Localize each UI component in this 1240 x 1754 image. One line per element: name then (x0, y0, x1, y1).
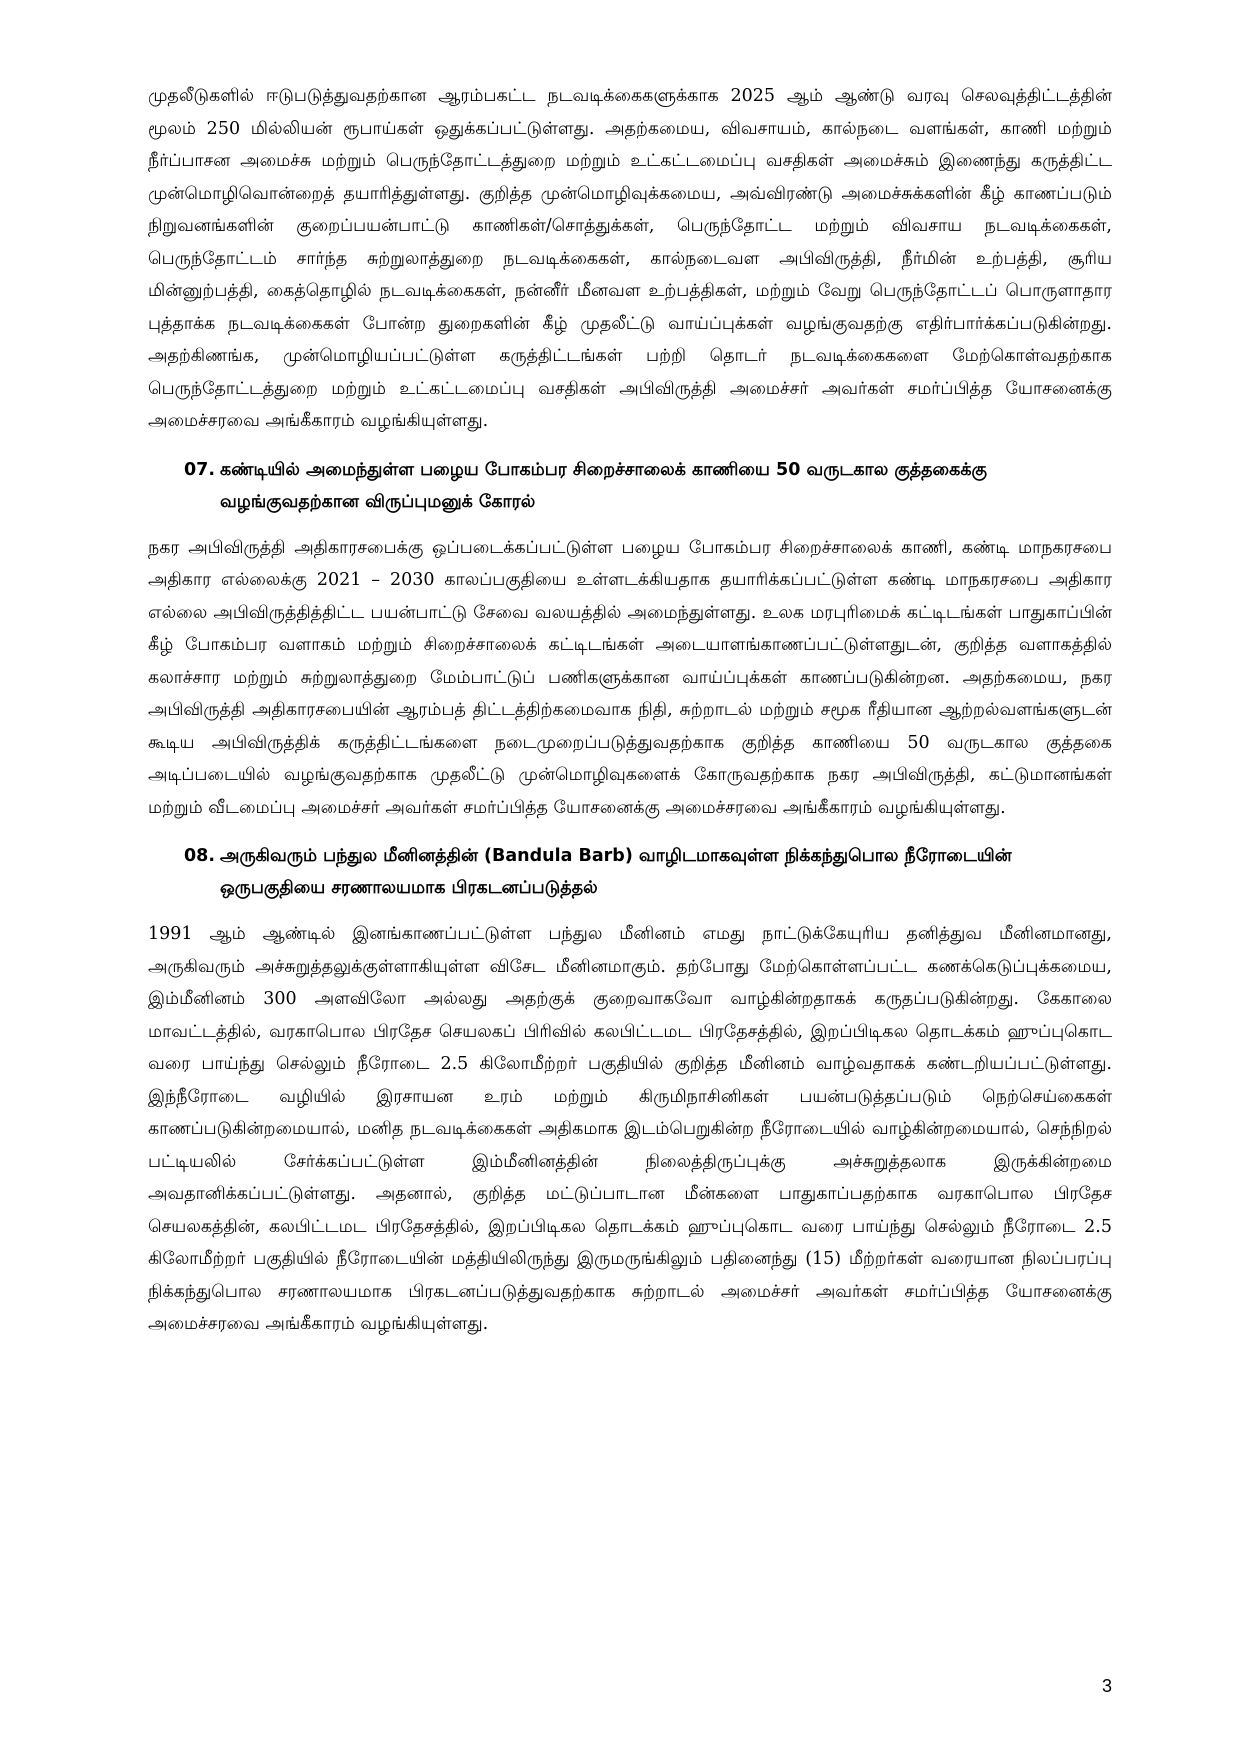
page-number: 3 (1101, 1676, 1112, 1696)
section-07-title: கண்டியில் அமைந்துள்ள பழைய போகம்பர சிறைச்சாலைக் காணியை 50 வருடகால குத்தகைக்கு வழங்குவதற்கான விருப்புமனுக் கோரல் (220, 459, 987, 512)
section-08-body: 1991 ஆம் ஆண்டில் இனங்காணப்பட்டுள்ள பந்துல மீனினம் எமது நாட்டுக்கேயுரிய தனித்துவ மீனினமானது, அருகிவரும் அச்சுறுத்தலுக்குள்ளாகியுள்ள விசேட மீனினமாகும். தற்போது மேற்கொள்ளப்பட்ட கணக்கெடுப்புக்கமைய, இம்மீனினம் 300 அளவிலோ அல்லது அதற்குக் குறைவாகவோ வாழ்கின்றதாகக் கருதப்படுகின்றது. கேகாலை மாவட்டத்தில், வரகாபொல பிரதேச செயலகப் பிரிவில் கலபிட்டமட பிரதேசத்தில், இறப்பிடிகல தொடக்கம் ஹுப்புகொட வரை பாய்ந்து செல்லும் நீரோடை 2.5 கிலோமீற்றர் பகுதியில் குறித்த மீனினம் வாழ்வதாகக் கண்டறியப்பட்டுள்ளது. இந்நீரோடை வழியில் இரசாயன உரம் மற்றும் கிருமிநாசினிகள் பயன்படுத்தப்படும் நெற்செய்கைகள் காணப்படுகின்றமையால், மனித நடவடிக்கைகள் அதிகமாக இடம்பெறுகின்ற நீரோடையில் வாழ்கின்றமையால், செந்நிறல் பட்டியலில் சேர்க்கப்பட்டுள்ள இம்மீனினத்தின் நிலைத்திருப்புக்கு அச்சுறுத்தலாக இருக்கின்றமை அவதானிக்கப்பட்டுள்ளது. அதனால், குறித்த மட்டுப்பாடான மீன்களை பாதுகாப்பதற்காக வரகாபொல பிரதேச செயலகத்தின், கலபிட்டமட பிரதேசத்தில், இறப்பிடிகல தொடக்கம் ஹுப்புகொட வரை பாய்ந்து செல்லும் நீரோடை 2.5 கிலோமீற்றர் பகுதியில் நீரோடையின் மத்தியிலிருந்து இருமருங்கிலும் பதினைந்து (15) மீற்றர்கள் வரையான நிலப்பரப்பு நிக்கந்துபொல சரணாலயமாக பிரகடனப்படுத்துவதற்காக சுற்றாடல் அமைச்சர் அவர்கள் சமர்ப்பித்த யோசனைக்கு அமைச்சரவை அங்கீகாரம் வழங்கியுள்ளது. (148, 924, 1112, 1334)
section-08-title: அருகிவரும் பந்துல மீனினத்தின் (Bandula Barb) வாழிடமாகவுள்ள நிக்கந்துபொல நீரோடையின் ஒருபகுதியை சரணாலயமாக பிரகடனப்படுத்தல் (220, 846, 1012, 898)
section-07-number: 07. (184, 459, 216, 480)
document-page (148, 80, 1112, 1341)
section-08-heading (184, 840, 1112, 904)
section-07-body: நகர அபிவிருத்தி அதிகாரசபைக்கு ஒப்படைக்கப்பட்டுள்ள பழைய போகம்பர சிறைச்சாலைக் காணி, கண்டி மாநகரசபை அதிகார எல்லைக்கு 2021 – 2030 காலப்பகுதியை உள்ளடக்கியதாக தயாரிக்கப்பட்டுள்ள கண்டி மாநகரசபை அதிகார எல்லை அபிவிருத்தித்திட்ட பயன்பாட்டு சேவை வலயத்தில் அமைந்துள்ளது. உலக மரபுரிமைக் கட்டிடங்கள் பாதுகாப்பின் கீழ் போகம்பர வளாகம் மற்றும் சிறைச்சாலைக் கட்டிடங்கள் அடையாளங்காணப்பட்டுள்ளதுடன், குறித்த வளாகத்தில் கலாச்சார மற்றும் சுற்றுலாத்துறை மேம்பாட்டுப் பணிகளுக்கான வாய்ப்புக்கள் காணப்படுகின்றன. அதற்கமைய, நகர அபிவிருத்தி அதிகாரசபையின் ஆரம்பத் திட்டத்திற்கமைவாக நிதி, சுற்றாடல் மற்றும் சமூக ரீதியான ஆற்றல்வளங்களுடன் கூடிய அபிவிருத்திக் கருத்திட்டங்களை நடைமுறைப்படுத்துவதற்காக குறித்த காணியை 50 வருடகால குத்தகை அடிப்படையில் வழங்குவதற்காக முதலீட்டு முன்மொழிவுகளைக் கோருவதற்காக நகர அபிவிருத்தி, கட்டுமானங்கள் மற்றும் வீடமைப்பு அமைச்சர் அவர்கள் சமர்ப்பித்த யோசனைக்கு அமைச்சரவை அங்கீகாரம் வழங்கியுள்ளது. (148, 537, 1112, 818)
section-07-heading (184, 454, 1112, 518)
intro-paragraph: முதலீடுகளில் ஈடுபடுத்துவதற்கான ஆரம்பகட்ட நடவடிக்கைகளுக்காக 2025 ஆம் ஆண்டு வரவு செலவுத்திட்டத்தின் மூலம் 250 மில்லியன் ரூபாய்கள் ஒதுக்கப்பட்டுள்ளது. அதற்கமைய, விவசாயம், கால்நடை வளங்கள், காணி மற்றும் நீர்ப்பாசன அமைச்சு மற்றும் பெருந்தோட்டத்துறை மற்றும் உட்கட்டமைப்பு வசதிகள் அமைச்சும் இணைந்து கருத்திட்ட முன்மொழிவொன்றைத் தயாரித்துள்ளது. குறித்த முன்மொழிவுக்கமைய, அவ்விரண்டு அமைச்சுக்களின் கீழ் காணப்படும் நிறுவனங்களின் குறைப்பயன்பாட்டு காணிகள்/சொத்துக்கள், பெருந்தோட்ட மற்றும் விவசாய நடவடிக்கைகள், பெருந்தோட்டம் சார்ந்த சுற்றுலாத்துறை நடவடிக்கைகள், கால்நடைவள அபிவிருத்தி, நீர்மின் உற்பத்தி, சூரிய மின்னுற்பத்தி, கைத்தொழில் நடவடிக்கைகள், நன்னீர் மீனவள உற்பத்திகள், மற்றும் வேறு பெருந்தோட்டப் பொருளாதார புத்தாக்க நடவடிக்கைகள் போன்ற துறைகளின் கீழ் முதலீட்டு வாய்ப்புக்கள் வழங்குவதற்கு எதிர்பார்க்கப்படுகின்றது. அதற்கிணங்க, முன்மொழியப்பட்டுள்ள கருத்திட்டங்கள் பற்றி தொடர் நடவடிக்கைகளை மேற்கொள்வதற்காக பெருந்தோட்டத்துறை மற்றும் உட்கட்டமைப்பு வசதிகள் அபிவிருத்தி அமைச்சர் அவர்கள் சமர்ப்பித்த யோசனைக்கு அமைச்சரவை அங்கீகாரம் வழங்கியுள்ளது. (148, 86, 1112, 431)
section-08-number: 08. (184, 846, 216, 866)
